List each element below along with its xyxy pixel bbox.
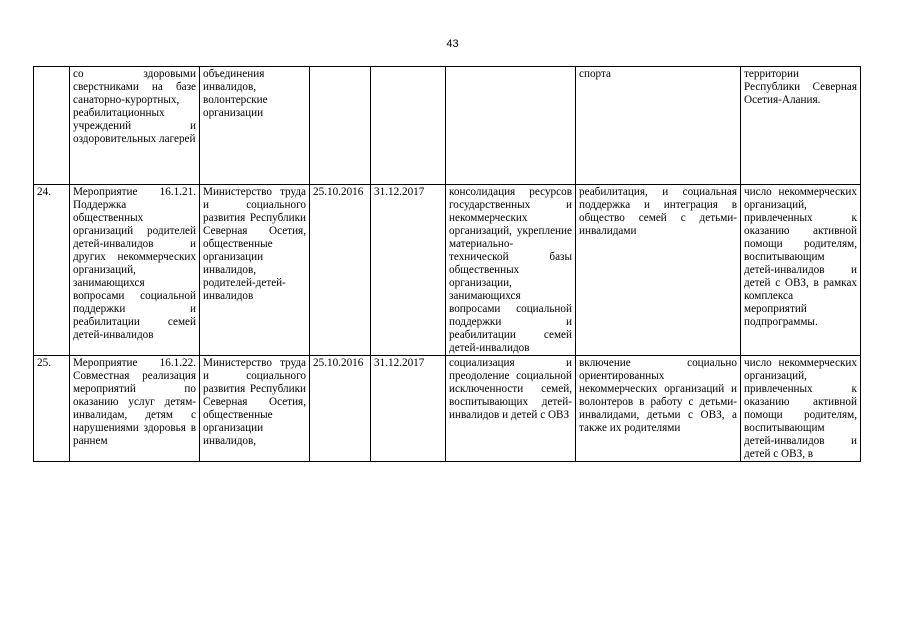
event-cell: со здоровыми сверстниками на базе санаторно-курортных, реабилитационных учреждений и оздоровительных лагерей — [70, 67, 200, 185]
start-date-cell: 25.10.2016 — [310, 185, 371, 356]
end-date-cell: 31.12.2017 — [371, 185, 446, 356]
executor-cell: Министерство труда и социального развития Республики Северная Осетия, общественные организации инвалидов, родителей-детей-инвалидов — [200, 185, 310, 356]
row-number: 24. — [34, 185, 70, 356]
indicator-cell: территории Республики Северная Осетия-Алания. — [741, 67, 861, 185]
result-cell: социализация и преодоление социальной исключенности семей, воспитывающих детей-инвалидов и детей с ОВЗ — [446, 356, 576, 462]
event-cell: Мероприятие 16.1.22. Совместная реализация мероприятий по оказанию услуг детям-инвалидам, детям с нарушениями здоровья в раннем — [70, 356, 200, 462]
event-cell: Мероприятие 16.1.21. Поддержка общественных организаций родителей детей-инвалидов и других некоммерческих организаций, занимающихся вопросами социальной поддержки и реабилитации семей детей-инвалидов — [70, 185, 200, 356]
table-row — [34, 185, 861, 356]
row-number: 25. — [34, 356, 70, 462]
start-date-cell — [310, 67, 371, 185]
start-date-cell: 25.10.2016 — [310, 356, 371, 462]
indicator-cell: число некоммерческих организаций, привлеченных к оказанию активной помощи родителям, воспитывающим детей-инвалидов и детей с ОВЗ, в рамках комплекса мероприятий подпрограммы. — [741, 185, 861, 356]
direction-cell: включение социально ориентированных некоммерческих организаций и волонтеров в работу с детьми-инвалидами, детьми с ОВЗ, а также их родителями — [576, 356, 741, 462]
direction-cell: спорта — [576, 67, 741, 185]
executor-cell: Министерство труда и социального развития Республики Северная Осетия, общественные организации инвалидов, — [200, 356, 310, 462]
result-cell: консолидация ресурсов государственных и некоммерческих организаций, укрепление материально-технической базы общественных организации, занимающихся вопросами социальной поддержки и реабилитации семей детей-инвалидов — [446, 185, 576, 356]
result-cell — [446, 67, 576, 185]
indicator-cell: число некоммерческих организаций, привлеченных к оказанию активной помощи родителям, воспитывающим детей-инвалидов и детей с ОВЗ, в — [741, 356, 861, 462]
table-row — [34, 67, 861, 185]
executor-cell: объединения инвалидов, волонтерские организации — [200, 67, 310, 185]
measures-table — [33, 66, 861, 462]
page-number: 43 — [446, 38, 459, 50]
table-row — [34, 356, 861, 462]
end-date-cell — [371, 67, 446, 185]
direction-cell: реабилитация, и социальная поддержка и интеграция в общество семей с детьми-инвалидами — [576, 185, 741, 356]
row-number — [34, 67, 70, 185]
end-date-cell: 31.12.2017 — [371, 356, 446, 462]
